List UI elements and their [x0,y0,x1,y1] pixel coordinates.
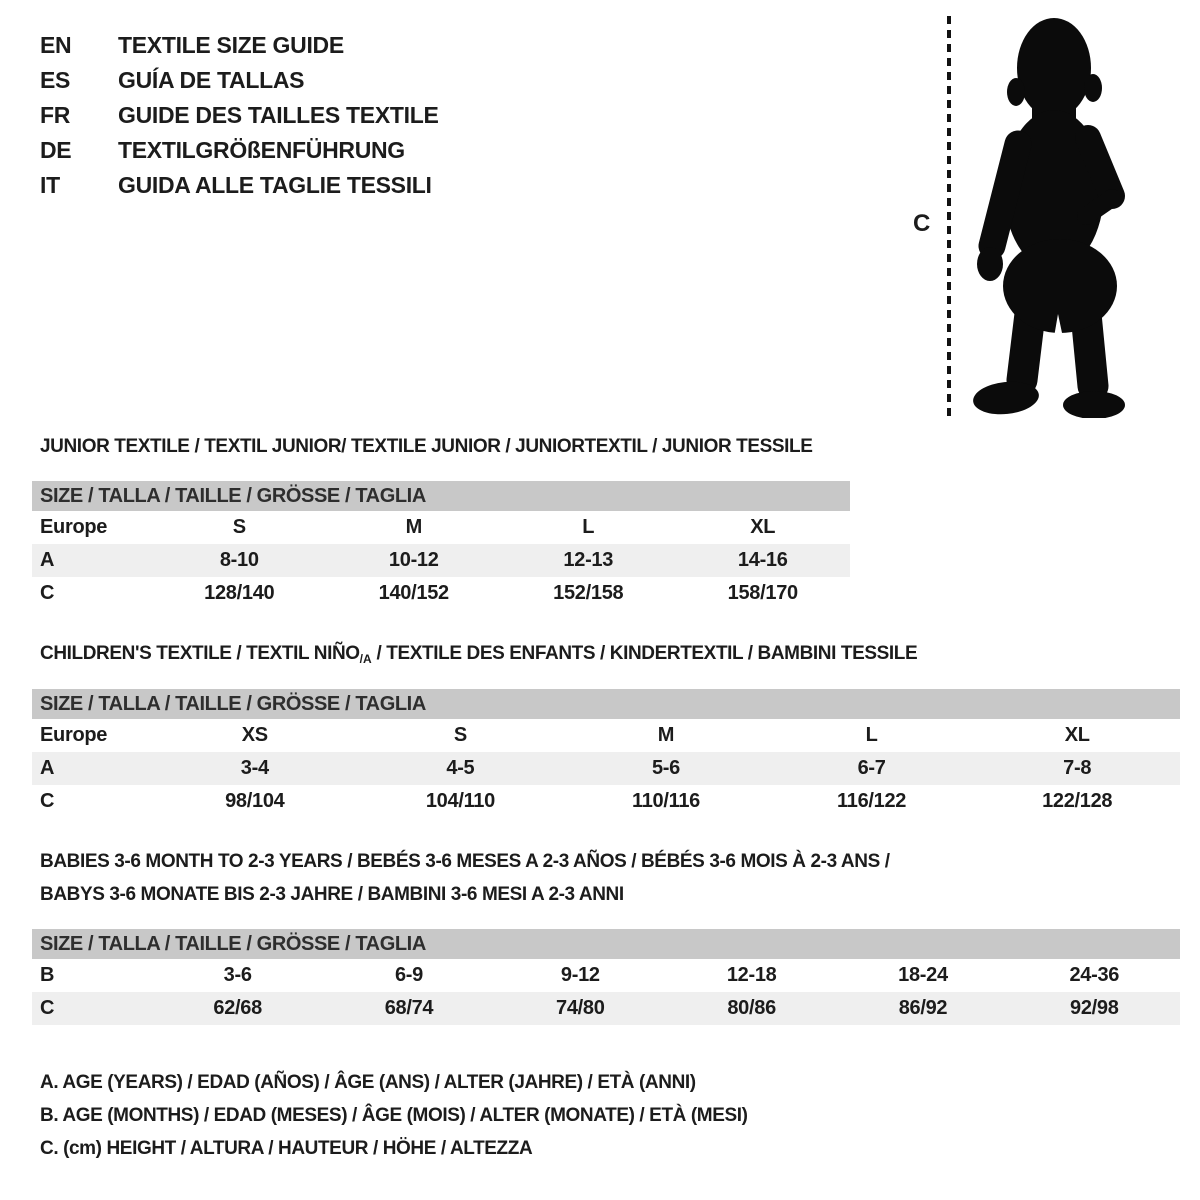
children-size-table [32,689,1180,818]
height-cell: 98/104 [225,790,285,812]
babies-size-header-bar: SIZE / TALLA / TAILLE / GRÖSSE / TAGLIA [32,929,1180,959]
age-cell: 3-4 [240,757,269,779]
height-cell: 62/68 [213,997,262,1019]
months-cell: 12-18 [726,964,777,986]
language-code: IT [40,172,60,198]
row-label: B [40,964,55,986]
age-cell: 5-6 [651,757,680,779]
guide-title-fr: GUIDE DES TAILLES TEXTILE [118,102,439,128]
row-label: C [40,997,55,1019]
months-cell: 18-24 [898,964,948,986]
row-label: C [40,790,55,812]
height-cell: 158/170 [727,582,798,604]
children-section-title [40,643,917,666]
children-row-europe [32,719,1180,752]
height-cell: 104/110 [425,790,495,812]
guide-title-it: GUIDA ALLE TAGLIE TESSILI [118,172,432,198]
language-code: EN [40,32,72,58]
junior-size-header-bar: SIZE / TALLA / TAILLE / GRÖSSE / TAGLIA [32,481,850,511]
language-row-es [40,63,439,98]
months-cell: 6-9 [394,964,423,986]
age-cell: 14-16 [737,549,788,571]
height-cell: 128/140 [204,582,275,604]
legend-age-years: A. AGE (YEARS) / EDAD (AÑOS) / ÂGE (ANS) / ALTER (JAHRE) / ETÀ (ANNI) [40,1071,696,1093]
children-row-height [32,785,1180,818]
guide-title-en: TEXTILE SIZE GUIDE [118,32,344,58]
junior-row-age [32,544,850,577]
language-row-it [40,168,439,203]
junior-row-europe [32,511,850,544]
children-size-header-bar: SIZE / TALLA / TAILLE / GRÖSSE / TAGLIA [32,689,1180,719]
children-title-sub: /A [359,652,372,666]
height-cell: 140/152 [378,582,449,604]
row-label: Europe [40,516,108,538]
height-cell: 68/74 [384,997,434,1019]
size-cell: M [657,724,675,746]
babies-section-title-line2: BABYS 3-6 MONATE BIS 2-3 JAHRE / BAMBINI 3-6 MESI A 2-3 ANNI [40,884,624,905]
size-cell: S [232,516,246,538]
height-measure-label: C [913,210,931,237]
babies-size-table [32,929,1180,1025]
babies-section-title-line1: BABIES 3-6 MONTH TO 2-3 YEARS / BEBÉS 3-6 MESES A 2-3 AÑOS / BÉBÉS 3-6 MOIS À 2-3 ANS / [40,851,890,872]
row-label: Europe [40,724,108,746]
height-cell: 116/122 [837,790,907,812]
size-cell: XL [750,516,776,538]
baby-silhouette-icon [966,14,1138,418]
months-cell: 9-12 [560,964,600,986]
language-title-list [40,28,439,203]
height-cell: 122/128 [1042,790,1113,812]
height-cell: 92/98 [1070,997,1119,1019]
size-cell: XS [241,724,268,746]
legend-height-cm: C. (cm) HEIGHT / ALTURA / HAUTEUR / HÖHE / ALTEZZA [40,1137,533,1159]
language-code: ES [40,67,71,93]
measurement-legend [40,1066,748,1165]
size-cell: XL [1064,724,1090,746]
row-label: C [40,582,55,604]
months-cell: 24-36 [1069,964,1120,986]
height-cell: 80/86 [727,997,776,1019]
age-cell: 12-13 [563,549,614,571]
babies-row-height [32,992,1180,1025]
size-cell: M [405,516,422,538]
row-label: A [40,757,55,779]
language-code: FR [40,102,71,128]
junior-section-title: JUNIOR TEXTILE / TEXTIL JUNIOR/ TEXTILE JUNIOR / JUNIORTEXTIL / JUNIOR TESSILE [40,436,813,457]
months-cell: 3-6 [223,964,252,986]
height-measure-dashed-line [947,16,951,416]
children-title-post: / TEXTILE DES ENFANTS / KINDERTEXTIL / BAMBINI TESSILE [371,643,918,664]
language-row-fr [40,98,439,133]
size-cell: L [582,516,595,538]
babies-row-months [32,959,1180,992]
children-title-pre: CHILDREN'S TEXTILE / TEXTIL NIÑO [40,643,360,664]
height-cell: 74/80 [556,997,605,1019]
age-cell: 8-10 [219,549,259,571]
legend-age-months: B. AGE (MONTHS) / EDAD (MESES) / ÂGE (MOIS) / ALTER (MONATE) / ETÀ (MESI) [40,1104,748,1126]
language-row-en [40,28,439,63]
height-cell: 152/158 [553,582,624,604]
guide-title-es: GUÍA DE TALLAS [118,67,305,93]
size-cell: S [453,724,467,746]
row-label: A [40,549,55,571]
age-cell: 7-8 [1063,757,1092,779]
height-cell: 110/116 [631,790,700,812]
height-cell: 86/92 [898,997,948,1019]
age-cell: 10-12 [388,549,439,571]
age-cell: 6-7 [857,757,886,779]
language-row-de [40,133,439,168]
size-cell: L [865,724,878,746]
guide-title-de: TEXTILGRÖßENFÜHRUNG [118,137,405,163]
children-row-age [32,752,1180,785]
junior-size-table [32,481,850,610]
junior-row-height [32,577,850,610]
age-cell: 4-5 [446,757,475,779]
language-code: DE [40,137,72,163]
